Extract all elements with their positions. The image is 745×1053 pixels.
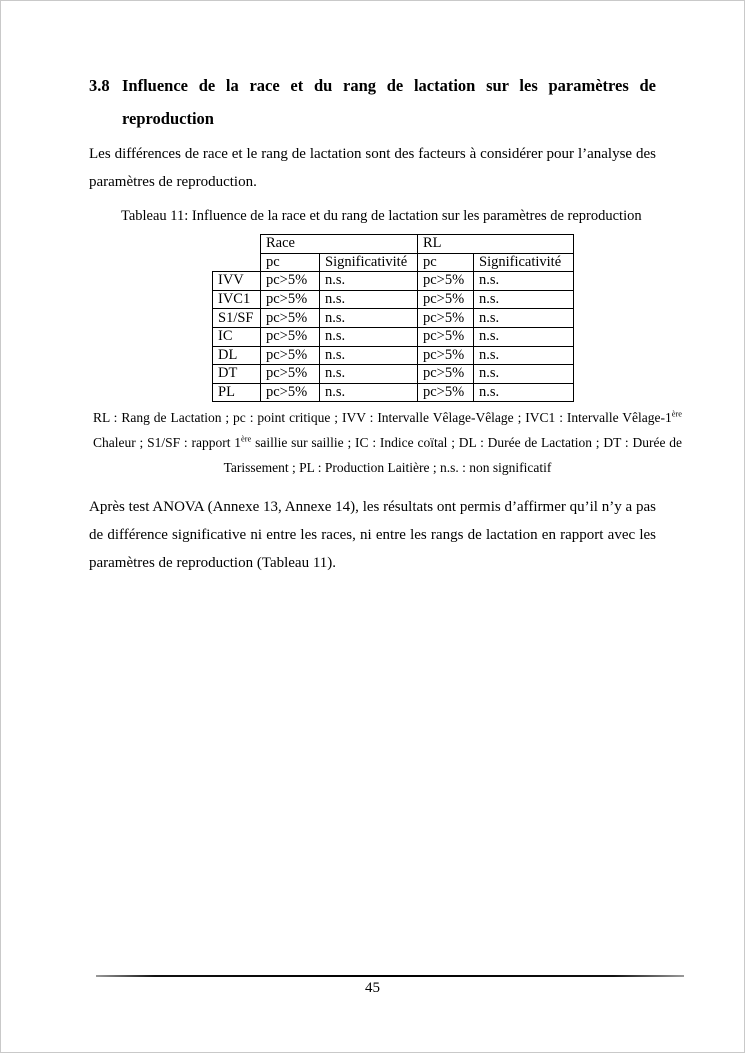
table-cell: n.s. [474,327,574,346]
row-label-cell: S1/SF [213,309,261,328]
table-cell: pc>5% [261,290,320,309]
table-column-header-row [213,253,574,272]
table-group-header-row [213,235,574,254]
table-cell: n.s. [474,272,574,291]
col-header-pc: pc [261,253,320,272]
results-table [212,234,574,402]
table-caption: Tableau 11: Influence de la race et du rang de lactation sur les paramètres de reproduction [121,208,642,224]
table-cell: n.s. [320,346,418,365]
row-label-cell: IVV [213,272,261,291]
footer-rule [96,975,684,977]
table-footnote [93,405,682,480]
table-cell: n.s. [320,290,418,309]
row-label-cell: DL [213,346,261,365]
table-cell: pc>5% [261,309,320,328]
row-label-cell: IC [213,327,261,346]
paragraph-intro: Les différences de race et le rang de lactation sont des facteurs à considérer pour l’analyse des paramètres de reproduction. [89,146,656,190]
table-cell: n.s. [320,365,418,384]
table-cell: n.s. [474,346,574,365]
table-cell: pc>5% [418,346,474,365]
table-cell: n.s. [474,365,574,384]
table-cell: n.s. [320,327,418,346]
section-heading-text: Influence de la race et du rang de lactation sur les paramètres de reproduction [122,76,656,128]
table-row [213,309,574,328]
table-cell: pc>5% [418,309,474,328]
table-cell: pc>5% [261,272,320,291]
table-cell: pc>5% [261,383,320,402]
table-cell: pc>5% [418,272,474,291]
table-cell: pc>5% [418,383,474,402]
table-cell: pc>5% [261,346,320,365]
table-cell: n.s. [320,272,418,291]
group-header-race: Race [261,235,418,254]
footnote-superscript: ère [241,434,252,444]
page-number: 45 [365,980,380,996]
group-header-rl: RL [418,235,574,254]
row-label-cell: DT [213,365,261,384]
table-cell: n.s. [474,290,574,309]
table-row [213,346,574,365]
footnote-segment: saillie sur saillie ; IC : Indice coïtal ; DL : Durée de Lactation ; DT : Durée de Tarissement ; PL : Production Laitière ; n.s. : non significatif [223,435,682,476]
row-label-cell: IVC1 [213,290,261,309]
col-header-significativite: Significativité [474,253,574,272]
table-cell: n.s. [474,383,574,402]
table-row [213,327,574,346]
col-header-pc: pc [418,253,474,272]
table-cell: pc>5% [418,365,474,384]
table-row [213,365,574,384]
blank-cell [213,235,261,254]
table-cell: pc>5% [418,327,474,346]
paragraph-conclusion: Après test ANOVA (Annexe 13, Annexe 14), les résultats ont permis d’affirmer qu’il n’y a pas de différence significative ni entre les races, ni entre les rangs de lactation en rapport avec les paramètres de reproduction (Tableau 11). [89,499,656,572]
footnote-superscript: ère [671,409,682,419]
footnote-segment: Chaleur ; S1/SF : rapport 1 [93,435,242,451]
blank-cell [213,253,261,272]
table-cell: pc>5% [418,290,474,309]
table-cell: pc>5% [261,365,320,384]
table-cell: n.s. [474,309,574,328]
section-heading [89,69,656,135]
table-cell: n.s. [320,309,418,328]
table-cell: n.s. [320,383,418,402]
table-row [213,290,574,309]
col-header-significativite: Significativité [320,253,418,272]
table-cell: pc>5% [261,327,320,346]
table-row [213,272,574,291]
page-content [89,69,682,577]
section-number: 3.8 [89,76,110,95]
table-row [213,383,574,402]
row-label-cell: PL [213,383,261,402]
footnote-segment: RL : Rang de Lactation ; pc : point critique ; IVV : Intervalle Vêlage-Vêlage ; IVC1 : Intervalle Vêlage-1 [93,410,672,426]
